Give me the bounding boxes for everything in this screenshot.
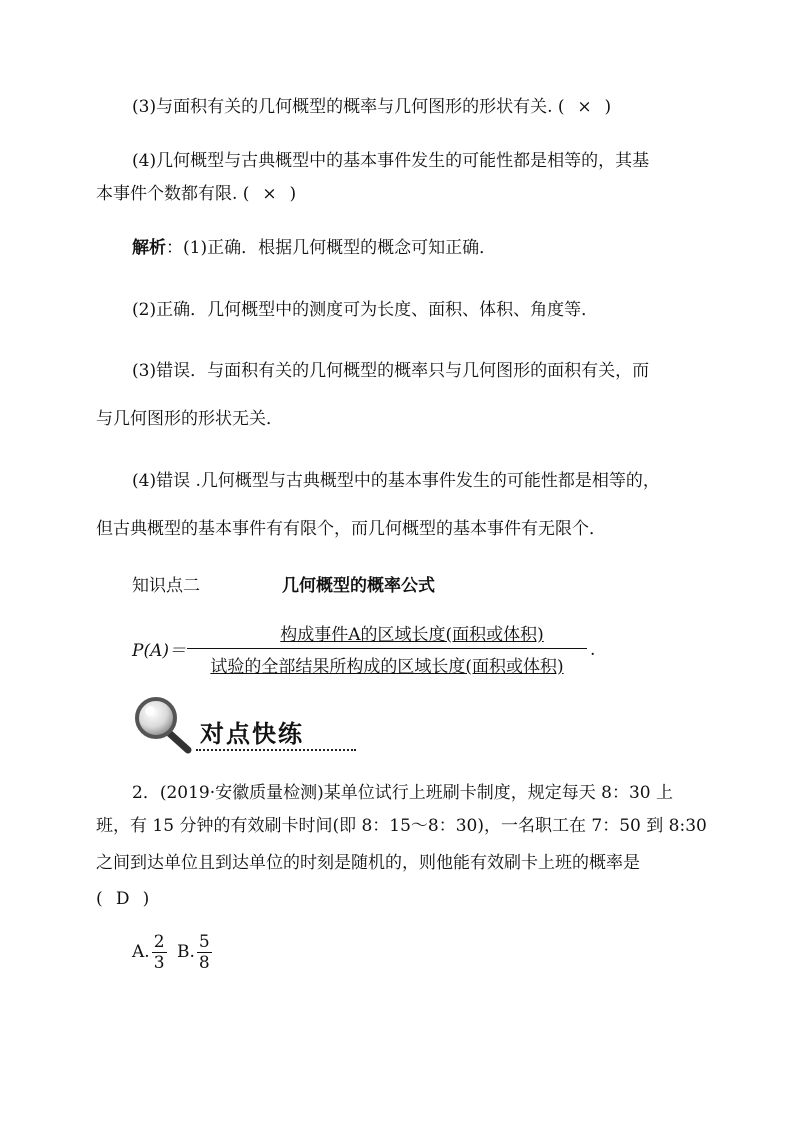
choice-a xyxy=(132,932,167,973)
analysis-3-line1: (3)错误．与面积有关的几何概型的概率只与几何图形的面积有关，而 xyxy=(132,361,650,381)
answer-open: ( xyxy=(96,889,103,909)
knowledge-point-title: 几何概型的概率公式 xyxy=(282,576,435,596)
statement-4-line2 xyxy=(96,183,296,205)
choice-b-numerator: 5 xyxy=(198,932,210,952)
analysis-4-line2: 但古典概型的基本事件有有限个，而几何概型的基本事件有无限个． xyxy=(96,519,606,539)
problem-line2: 班，有 15 分钟的有效刷卡时间(即 8：15～8：30)，一名职工在 7：50 到 8:30 xyxy=(96,816,707,836)
analysis-1-text: ：(1)正确．根据几何概型的概念可知正确． xyxy=(166,238,497,258)
formula-numerator: 构成事件A的区域长度(面积或体积) xyxy=(280,625,544,645)
analysis-label: 解析 xyxy=(132,238,166,258)
choice-b-label: B. xyxy=(177,942,195,962)
banner-title: 对点快练 xyxy=(200,720,304,748)
analysis-4-line1: (4)错误 .几何概型与古典概型中的基本事件发生的可能性都是相等的， xyxy=(132,471,660,491)
statement-4-mark: × xyxy=(262,184,277,204)
problem-line3: 之间到达单位且到达单位的时刻是随机的，则他能有效刷卡上班的概率是 xyxy=(96,853,640,873)
answer-letter: D xyxy=(115,889,130,909)
practice-banner xyxy=(132,696,362,754)
choice-a-numerator: 2 xyxy=(153,932,165,952)
magnifier-icon xyxy=(132,696,198,754)
statement-4-text: 本事件个数都有限. ( xyxy=(96,184,250,204)
choice-b-denominator: 8 xyxy=(198,953,210,973)
choice-a-label: A. xyxy=(132,942,150,962)
statement-4-line1: (4)几何概型与古典概型中的基本事件发生的可能性都是相等的，其基 xyxy=(132,151,650,171)
analysis-1 xyxy=(132,237,496,259)
formula-end: . xyxy=(590,640,596,660)
knowledge-point-label: 知识点二 xyxy=(132,576,200,596)
choice-b xyxy=(177,932,212,973)
formula-lhs: P(A)＝ xyxy=(132,641,186,661)
statement-3 xyxy=(132,96,611,118)
choice-b-fraction xyxy=(197,932,212,973)
formula-denominator: 试验的全部结果所构成的区域长度(面积或体积) xyxy=(210,657,564,677)
analysis-2: (2)正确．几何概型中的测度可为长度、面积、体积、角度等． xyxy=(132,300,599,320)
banner-dotted-line xyxy=(196,749,356,751)
answer-close: ) xyxy=(142,889,150,909)
fraction-bar xyxy=(187,648,587,649)
choice-a-denominator: 3 xyxy=(153,953,165,973)
statement-3-close: ) xyxy=(604,97,612,117)
problem-line1: 2．(2019·安徽质量检测)某单位试行上班刷卡制度，规定每天 8：30 上 xyxy=(132,783,674,803)
statement-3-mark: × xyxy=(577,97,592,117)
statement-4-close: ) xyxy=(289,184,297,204)
problem-answer xyxy=(96,888,149,910)
choice-a-fraction xyxy=(152,932,167,973)
analysis-3-line2: 与几何图形的形状无关． xyxy=(96,409,283,429)
statement-3-text: (3)与面积有关的几何概型的概率与几何图形的形状有关. ( xyxy=(132,97,565,117)
